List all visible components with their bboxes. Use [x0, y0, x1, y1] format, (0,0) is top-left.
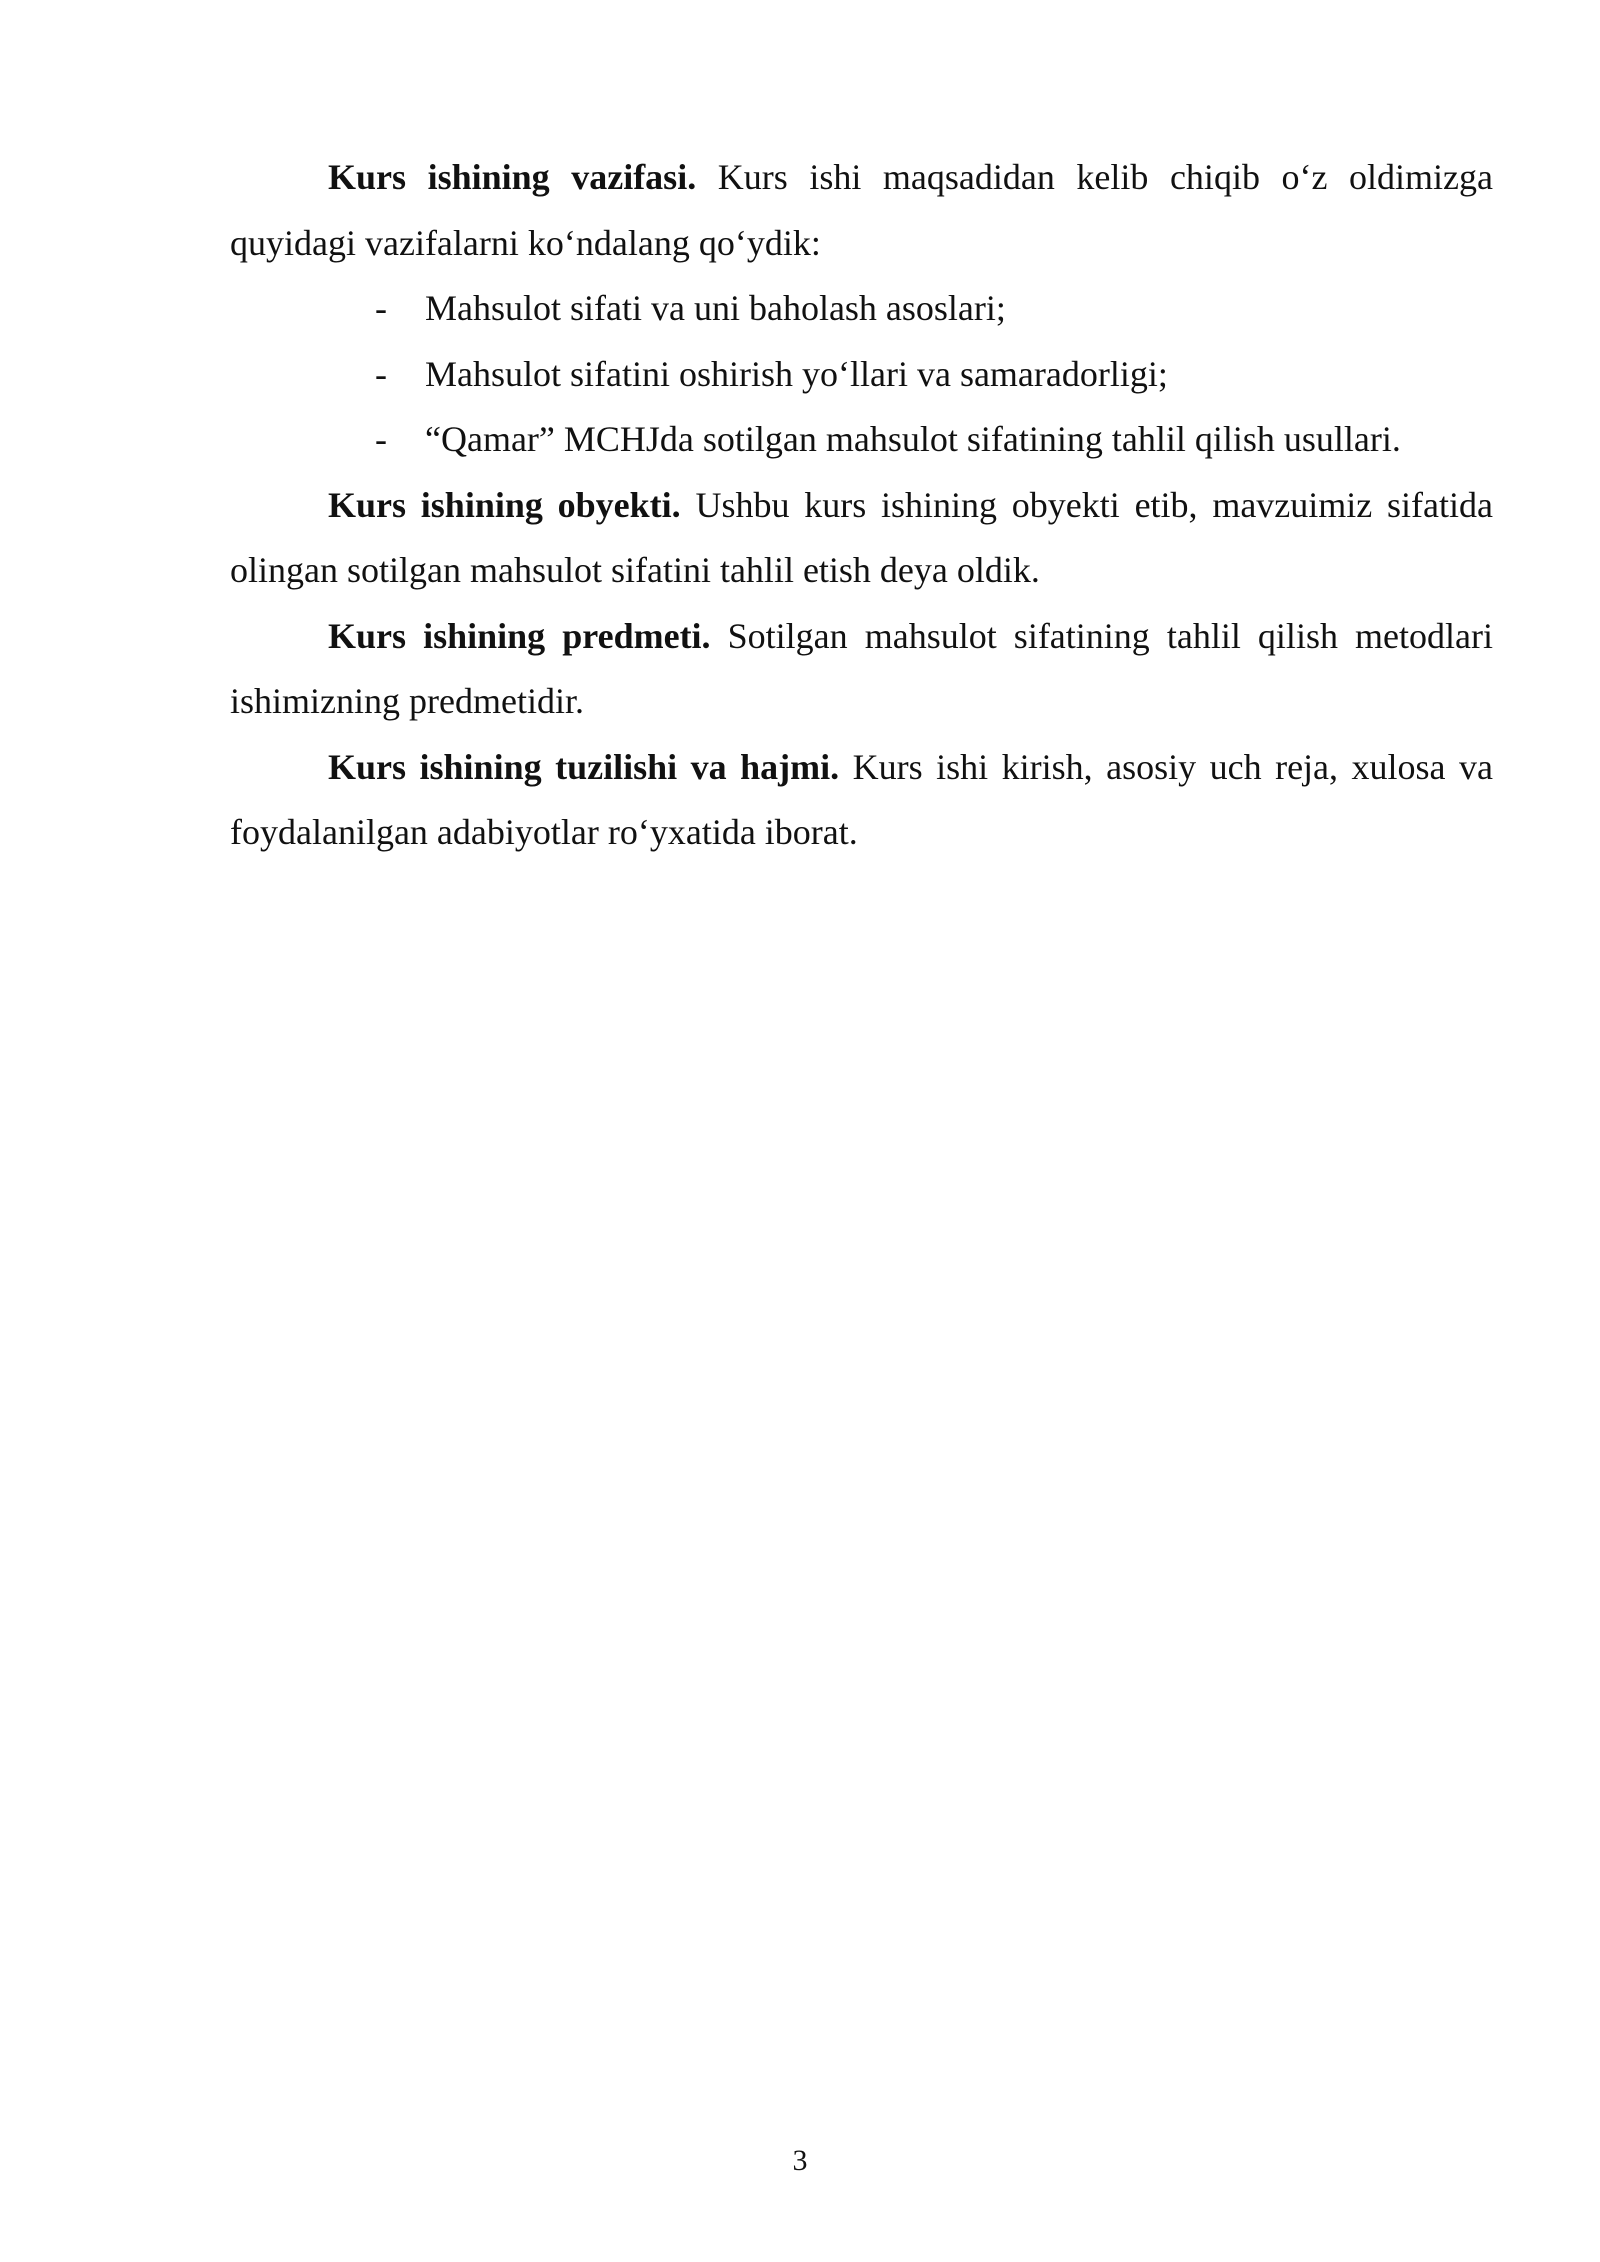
paragraph-text: Kurs ishi kirish, asosiy uch reja, xulosa va foydalanilgan adabiyotlar ro‘yxatida iborat. [230, 746, 1493, 852]
tasks-list [230, 276, 1493, 473]
page-content [230, 145, 1493, 866]
list-dash: - [375, 419, 387, 459]
paragraph-heading: Kurs ishining predmeti. [328, 615, 711, 656]
paragraph-text: Sotilgan mahsulot sifatining tahlil qilish metodlari ishimizning predmetidir. [230, 615, 1493, 721]
paragraph-tasks [230, 145, 1493, 276]
paragraph-text: Ushbu kurs ishining obyekti etib, mavzuimiz sifatida olingan sotilgan mahsulot sifatini tahlil etish deya oldik. [230, 484, 1494, 590]
paragraph-subject [230, 604, 1493, 735]
list-item [230, 342, 1493, 408]
list-item [230, 276, 1493, 342]
paragraph-text: Kurs ishi maqsadidan kelib chiqib o‘z oldimizga quyidagi vazifalarni ko‘ndalang qo‘ydik: [230, 157, 1493, 263]
list-item-text: Mahsulot sifati va uni baholash asoslari; [425, 288, 1006, 328]
paragraph-object [230, 473, 1493, 604]
list-item-text: Mahsulot sifatini oshirish yo‘llari va samaradorligi; [425, 353, 1168, 394]
list-dash: - [375, 353, 387, 394]
list-item-text: “Qamar” MCHJda sotilgan mahsulot sifatining tahlil qilish usullari. [425, 419, 1401, 459]
paragraph-heading: Kurs ishining obyekti. [328, 484, 681, 525]
paragraph-heading: Kurs ishining vazifasi. [328, 157, 697, 197]
paragraph-heading: Kurs ishining tuzilishi va hajmi. [328, 746, 840, 787]
list-dash: - [375, 288, 387, 328]
list-item [230, 407, 1493, 473]
paragraph-structure [230, 735, 1493, 866]
page-number: 3 [792, 2144, 808, 2177]
